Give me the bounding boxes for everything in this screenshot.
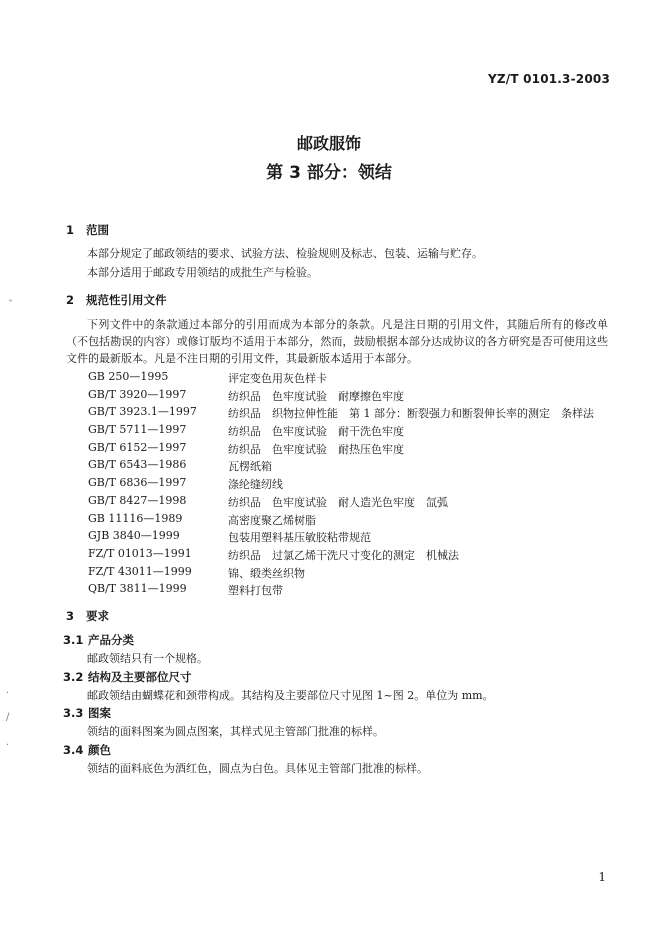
reference-title: 纺织品 色牢度试验 耐热压色牢度 xyxy=(228,442,404,456)
subsection-3-4-heading xyxy=(63,742,111,758)
reference-code: GB/T 8427—1998 xyxy=(88,493,187,507)
reference-title: 纺织品 过氯乙烯干洗尺寸变化的测定 机械法 xyxy=(228,548,459,562)
scan-mark: · xyxy=(6,740,10,751)
subsection-number: 3.3 xyxy=(63,706,84,720)
reference-title: 涤纶缝纫线 xyxy=(228,478,283,492)
section-2-heading xyxy=(66,292,167,308)
subsection-3-3-text: 领结的面料图案为圆点图案，其样式见主管部门批准的标样。 xyxy=(87,725,384,738)
reference-title: 瓦楞纸箱 xyxy=(228,460,272,474)
subsection-title: 图案 xyxy=(88,706,111,720)
reference-code: GB/T 3920—1997 xyxy=(88,387,187,401)
reference-title: 锦、缎类丝织物 xyxy=(228,566,305,580)
subsection-number: 3.2 xyxy=(63,670,84,684)
reference-code: GB/T 6152—1997 xyxy=(88,440,187,454)
reference-title: 包装用塑料基压敏胶粘带规范 xyxy=(228,531,371,545)
section-1-paragraph-2: 本部分适用于邮政专用领结的成批生产与检验。 xyxy=(87,266,318,279)
section-number: 2 xyxy=(66,293,75,307)
subsection-number: 3.4 xyxy=(63,743,84,757)
section-title: 要求 xyxy=(86,609,109,623)
reference-code: GB/T 6836—1997 xyxy=(88,476,187,490)
subsection-3-2-text: 邮政领结由蝴蝶花和颈带构成。其结构及主要部位尺寸见图 1~图 2。单位为 mm。 xyxy=(87,689,494,702)
subsection-number: 3.1 xyxy=(63,633,84,647)
reference-code: FZ/T 43011—1999 xyxy=(88,564,192,578)
reference-title: 高密度聚乙烯树脂 xyxy=(228,513,316,527)
reference-title: 纺织品 色牢度试验 耐人造光色牢度 氙弧 xyxy=(228,495,448,509)
reference-code: GB 11116—1989 xyxy=(88,511,183,525)
reference-title: 纺织品 色牢度试验 耐干洗色牢度 xyxy=(228,425,404,439)
reference-code: GB 250—1995 xyxy=(88,370,169,383)
standard-code: YZ/T 0101.3-2003 xyxy=(487,72,610,86)
page-number: 1 xyxy=(598,870,606,884)
subsection-3-4-text: 领结的面料底色为酒红色，圆点为白色。具体见主管部门批准的标样。 xyxy=(87,762,428,775)
section-title: 规范性引用文件 xyxy=(86,293,167,307)
subsection-3-1-text: 邮政领结只有一个规格。 xyxy=(87,652,208,665)
reference-code: GB/T 6543—1986 xyxy=(88,458,187,472)
subsection-title: 产品分类 xyxy=(88,633,134,647)
section-2-intro: 下列文件中的条款通过本部分的引用而成为本部分的条款。凡是注日期的引用文件，其随后所有的修改单（不包括勘误的内容）或修订版均不适用于本部分，然而，鼓励根据本部分达成协议的各方研究是否可使用这些文件的最新版本。凡是不注日期的引用文件，其最新版本适用于本部分。 xyxy=(66,318,608,365)
reference-title: 评定变色用灰色样卡 xyxy=(228,372,327,385)
reference-title: 纺织品 织物拉伸性能 第 1 部分：断裂强力和断裂伸长率的测定 条样法 xyxy=(228,407,594,421)
subsection-3-1-heading xyxy=(63,632,134,648)
scan-mark: · xyxy=(6,688,10,699)
section-1-paragraph-1: 本部分规定了邮政领结的要求、试验方法、检验规则及标志、包装、运输与贮存。 xyxy=(87,247,483,260)
document-title: 邮政服饰 xyxy=(296,134,361,153)
reference-code: GB/T 3923.1—1997 xyxy=(88,405,197,419)
section-number: 3 xyxy=(66,609,75,623)
reference-code: GJB 3840—1999 xyxy=(88,529,180,543)
reference-title: 纺织品 色牢度试验 耐摩擦色牢度 xyxy=(228,389,404,403)
subsection-3-2-heading xyxy=(63,669,192,685)
subsection-title: 颜色 xyxy=(88,743,111,757)
section-3-heading xyxy=(66,608,109,624)
subsection-3-3-heading xyxy=(63,705,111,721)
reference-code: GB/T 5711—1997 xyxy=(88,423,187,437)
document-subtitle: 第 3 部分：领结 xyxy=(266,163,392,183)
scan-mark: ˇ xyxy=(8,300,13,311)
reference-code: FZ/T 01013—1991 xyxy=(88,546,192,560)
section-title: 范围 xyxy=(86,223,109,237)
subsection-title: 结构及主要部位尺寸 xyxy=(88,670,192,684)
reference-code: QB/T 3811—1999 xyxy=(88,582,187,596)
reference-title: 塑料打包带 xyxy=(228,584,283,598)
scan-mark: / xyxy=(6,712,10,723)
section-number: 1 xyxy=(66,223,75,237)
section-1-heading xyxy=(66,222,109,238)
